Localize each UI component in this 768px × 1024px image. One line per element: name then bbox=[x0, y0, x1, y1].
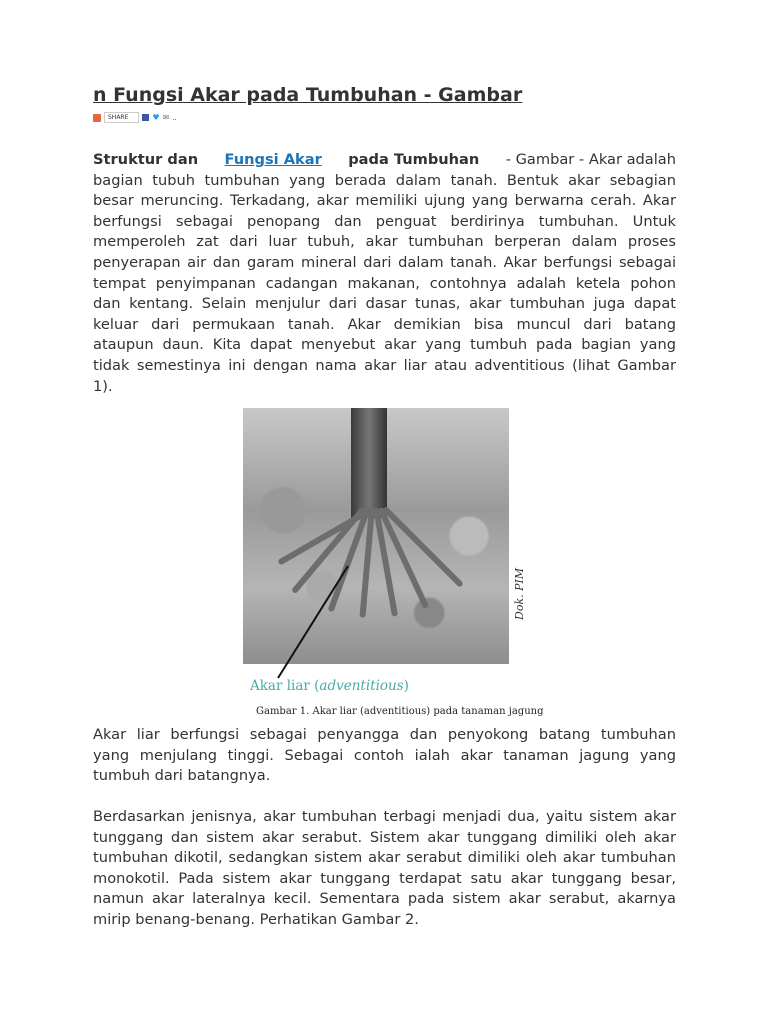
email-icon[interactable]: ✉ bbox=[162, 113, 170, 122]
paragraph-3 bbox=[93, 807, 676, 931]
text-line: berfungsi sebagai penopang dan penguat berdirinya tumbuhan. Untuk bbox=[93, 212, 676, 230]
paragraph-2 bbox=[93, 725, 676, 787]
text-line: ataupun daun. Kita dapat menyebut akar yang tumbuh pada bagian yang bbox=[93, 336, 676, 354]
text-line: Berdasarkan jenisnya, akar tumbuhan terbagi menjadi dua, yaitu sistem akar bbox=[93, 808, 676, 825]
text-line: tunggang dan sistem akar serabut. Sistem akar tunggang dimiliki oleh akar bbox=[93, 828, 676, 846]
text-line: tidak semestinya ini dengan nama akar liar atau adventitious (lihat Gambar bbox=[93, 356, 676, 374]
text-line: namun akar lateralnya kecil. Sementara pada sistem akar serabut, akarnya bbox=[93, 890, 676, 908]
text-line: keluar dari permukaan tanah. Akar demikian bisa muncul dari batang bbox=[93, 315, 676, 333]
twitter-icon[interactable]: ♥ bbox=[152, 113, 160, 122]
text-line: mirip benang-benang. Perhatikan Gambar 2. bbox=[93, 910, 419, 928]
more-share-icon[interactable]: .. bbox=[172, 113, 177, 122]
text-line: memperoleh zat dari luar tubuh, akar tumbuhan berperan dalam proses bbox=[93, 233, 676, 251]
photo-credit: Dok. PIM bbox=[513, 567, 526, 620]
text-line: tumbuhan dikotil, sedangkan sistem akar serabut dimiliki oleh akar tumbuhan bbox=[93, 849, 676, 867]
text-line: besar meruncing. Terkadang, akar memiliki ujung yang berwarna cerah. Akar bbox=[93, 192, 676, 210]
text-line: bagian tubuh tumbuhan yang berada dalam tanah. Bentuk akar sebagian bbox=[93, 171, 676, 189]
text-line: yang menjulang tinggi. Sebagai contoh ialah akar tanaman jagung yang bbox=[93, 746, 676, 764]
text-line: penyerapan air dan garam mineral dari dalam tanah. Akar berfungsi sebagai bbox=[93, 253, 676, 271]
bold-text: Struktur dan bbox=[93, 151, 199, 168]
text: - Gambar - Akar adalah bbox=[505, 151, 676, 168]
fungsi-akar-link[interactable]: Fungsi Akar bbox=[224, 151, 322, 168]
figure-label: Akar liar (adventitious) bbox=[250, 678, 409, 694]
share-button[interactable]: SHARE bbox=[104, 112, 139, 123]
text-line: Akar liar berfungsi sebagai penyangga dan penyokong batang tumbuhan bbox=[93, 726, 676, 743]
text-line: tumbuh dari batangnya. bbox=[93, 767, 271, 785]
text-line: monokotil. Pada sistem akar tunggang terdapat satu akar tunggang besar, bbox=[93, 869, 676, 887]
figure-caption: Gambar 1. Akar liar (adventitious) pada tanaman jagung bbox=[256, 706, 544, 717]
text-line: tempat penyimpanan cadangan makanan, contohnya adalah ketela pohon bbox=[93, 274, 676, 292]
text-line: 1). bbox=[93, 377, 113, 395]
text-line: dan kentang. Selain menjulur dari dasar tunas, akar tumbuhan juga dapat bbox=[93, 295, 676, 313]
page-title: n Fungsi Akar pada Tumbuhan - Gambar bbox=[93, 84, 523, 106]
bold-text: pada Tumbuhan bbox=[348, 151, 480, 168]
